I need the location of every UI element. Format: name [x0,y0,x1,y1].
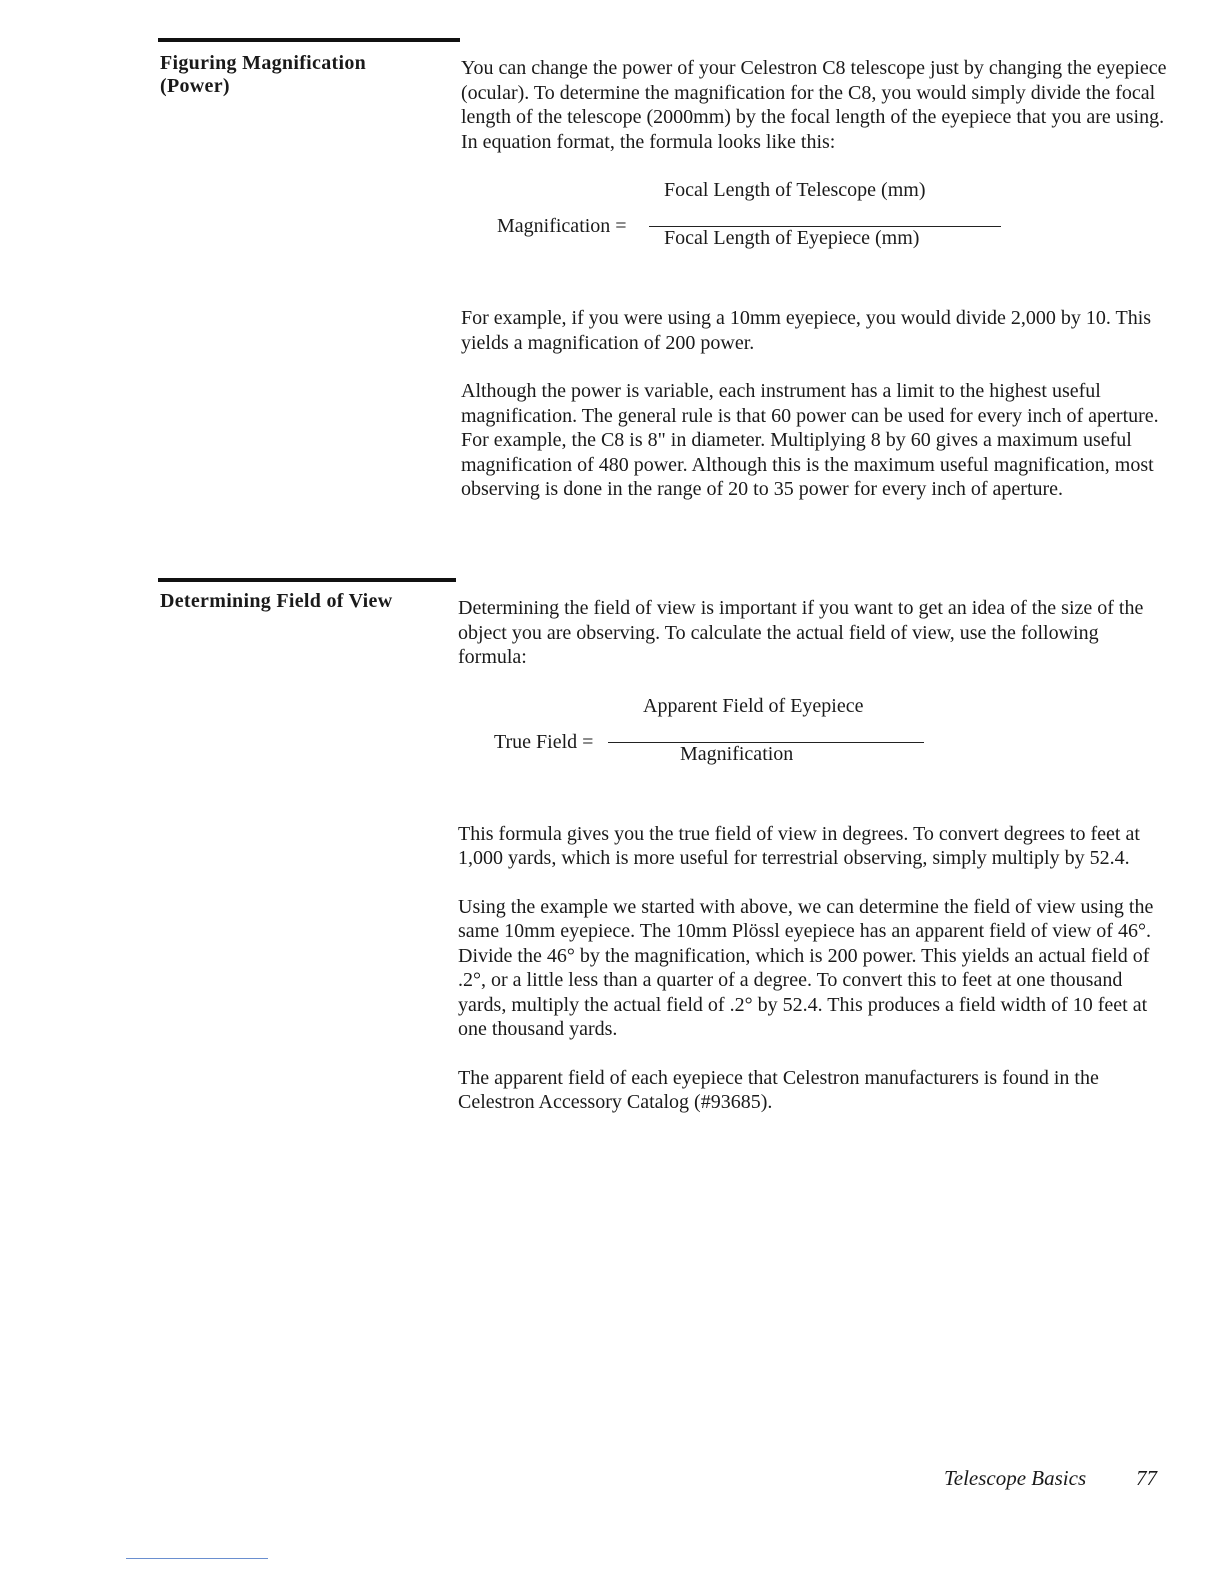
section-divider [158,578,456,582]
equation-numerator: Apparent Field of Eyepiece [643,694,864,717]
section-body [458,596,1170,1139]
page-number: 77 [1136,1466,1157,1490]
paragraph: Although the power is variable, each instrument has a limit to the highest useful magnification. The general rule is that 60 power can be used for every inch of aperture. For example, the C8 is 8" in diameter. Multiplying 8 by 60 gives a maximum useful magnification of 480 power. Although this is the maximum useful magnification, most observing is done in the range of 20 to 35 power for every inch of aperture. [461,380,1159,500]
equation-lhs: True Field = [494,730,594,753]
section-heading: Figuring Magnification (Power) [160,52,367,97]
equation-denominator: Focal Length of Eyepiece (mm) [664,227,920,249]
equation-lhs: Magnification = [497,215,627,237]
footer-title: Telescope Basics [944,1466,1087,1490]
paragraph: Using the example we started with above, we can determine the field of view using the same 10mm eyepiece. The 10mm Plössl eyepiece has an apparent field of view of 46°. Divide the 46° by the magnification, which is 200 power. This yields an actual field of .2°, or a little less than a quarter of a degree. To convert this to feet at one thousand yards, multiply the actual field of .2° by 52.4. This produces a field width of 10 feet at one thousand yards. [458,895,1154,1040]
true-field-equation [458,694,1170,794]
paragraph: This formula gives you the true field of view in degrees. To convert degrees to feet at 1,000 yards, which is more useful for terrestrial observing, simply multiply by 52.4. [458,822,1140,869]
paragraph: The apparent field of each eyepiece that Celestron manufacturers is found in the Celestron Accessory Catalog (#93685). [458,1066,1099,1113]
paragraph: For example, if you were using a 10mm eyepiece, you would divide 2,000 by 10. This yields a magnification of 200 power. [461,307,1152,354]
footer-rule [126,1558,268,1559]
paragraph: Determining the field of view is important if you want to get an idea of the size of the object you are observing. To calculate the actual field of view, use the following formula: [458,597,1144,668]
equation-denominator: Magnification [680,742,794,765]
equation-numerator: Focal Length of Telescope (mm) [664,179,926,201]
section-divider [158,38,460,42]
paragraph: You can change the power of your Celestron C8 telescope just by changing the eyepiece (ocular). To determine the magnification for the C8, you would simply divide the focal length of the telescope (2000mm) by the focal length of the eyepiece that you are using. In equation format, the formula looks like this: [461,57,1167,153]
section-heading: Determining Field of View [160,590,393,612]
magnification-equation [461,178,1173,278]
section-body [461,56,1173,526]
